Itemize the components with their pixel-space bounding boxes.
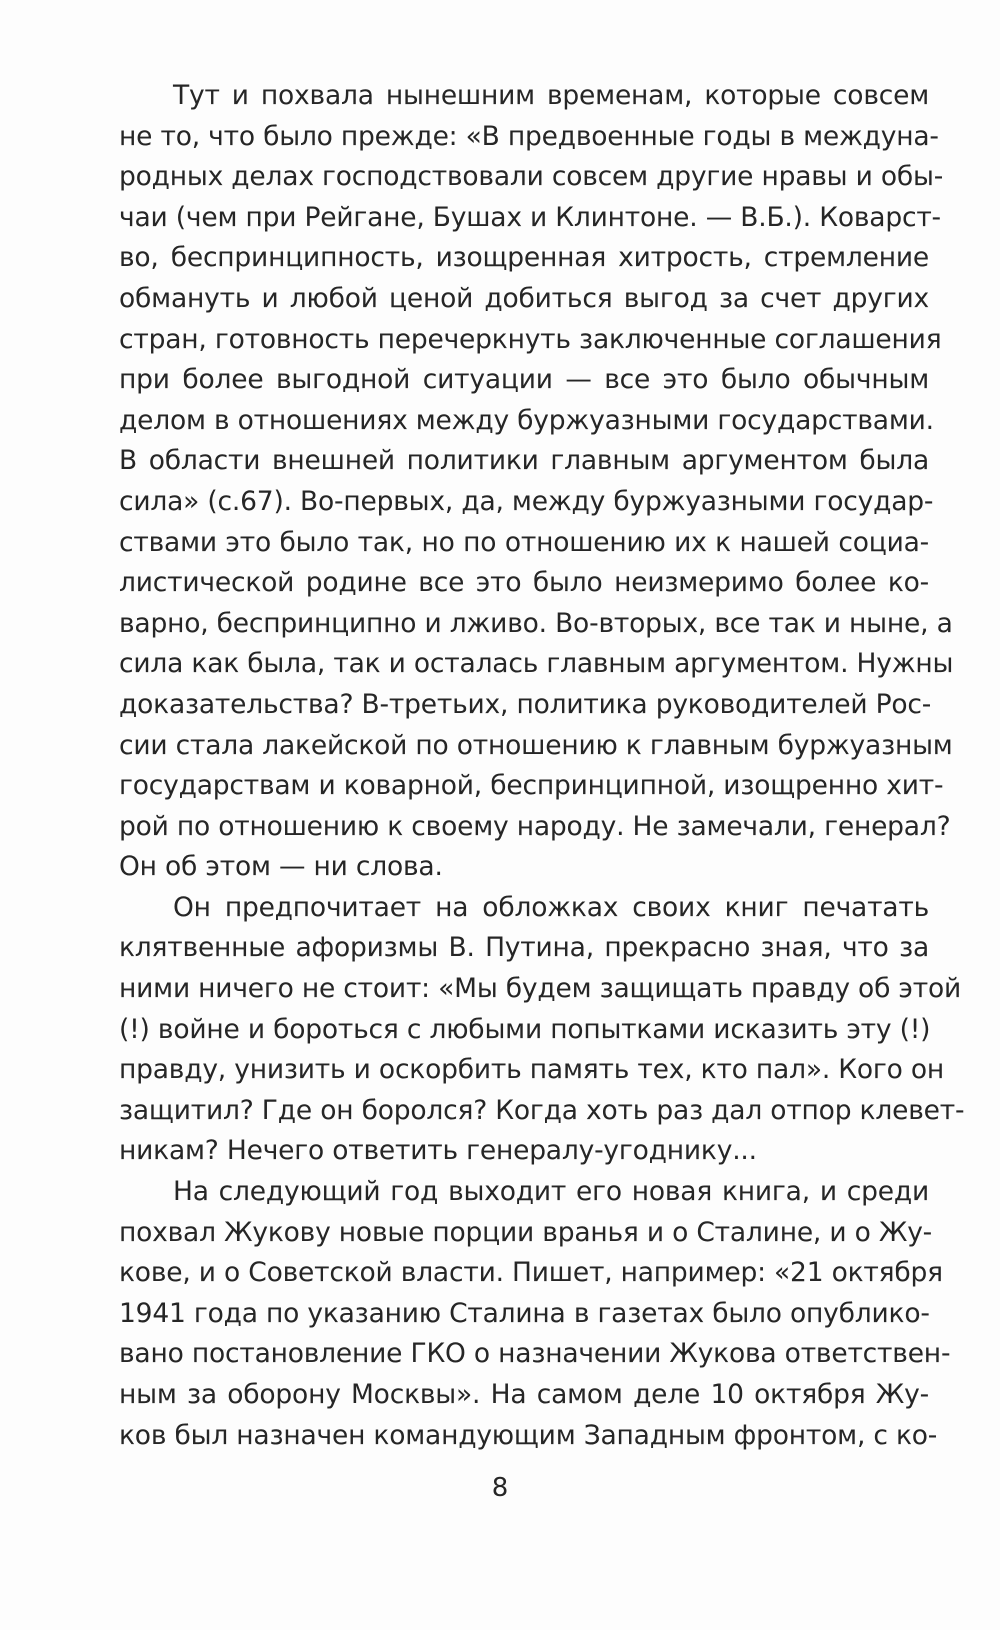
text-line: В области внешней политики главным аргументом была: [119, 445, 929, 477]
text-line: (!) войне и бороться с любыми попытками исказить эту (!): [119, 1013, 931, 1045]
text-line: государствам и коварной, беспринципной, изощренно хит-: [119, 770, 944, 802]
text-line: рой по отношению к своему народу. Не замечали, генерал?: [119, 810, 951, 842]
page-number: 8: [491, 1473, 509, 1503]
text-line: клятвенные афоризмы В. Путина, прекрасно зная, что за: [119, 932, 929, 964]
text-line: стран, готовность перечеркнуть заключенные соглашения: [119, 323, 942, 355]
paragraph-3: [119, 1172, 951, 1456]
text-line: Он предпочитает на обложках своих книг печатать: [173, 891, 929, 923]
text-line: доказательства? В-третьих, политика руководителей Рос-: [119, 688, 932, 720]
text-line: обмануть и любой ценой добиться выгод за счет других: [119, 282, 929, 314]
text-line: не то, что было прежде: «В предвоенные годы в междуна-: [119, 120, 939, 152]
text-line: похвал Жукову новые порции вранья и о Сталине, и о Жу-: [119, 1216, 933, 1248]
text-line: сила как была, так и осталась главным аргументом. Нужны: [119, 648, 954, 680]
body-text: [119, 76, 965, 1456]
text-line: чаи (чем при Рейгане, Бушах и Клинтоне. — В.Б.). Коварст-: [119, 201, 941, 233]
text-line: ними ничего не стоит: «Мы будем защищать правду об этой: [119, 973, 962, 1005]
text-line: при более выгодной ситуации — все это было обычным: [119, 364, 929, 396]
text-line: сии стала лакейской по отношению к главным буржуазным: [119, 729, 953, 761]
text-line: ным за оборону Москвы». На самом деле 10 октября Жу-: [119, 1379, 929, 1410]
text-line: Тут и похвала нынешним временам, которые совсем: [173, 80, 929, 111]
text-line: сила» (с.67). Во-первых, да, между буржуазными государ-: [119, 485, 934, 517]
text-line: во, беспринципность, изощренная хитрость, стремление: [119, 242, 929, 274]
text-line: ков был назначен командующим Западным фронтом, с ко-: [119, 1419, 938, 1451]
paragraph-1: [119, 76, 954, 888]
text-line: ствами это было так, но по отношению их к нашей социа-: [119, 526, 929, 558]
text-line: листической родине все это было неизмеримо более ко-: [119, 567, 929, 599]
text-line: родных делах господствовали совсем другие нравы и обы-: [119, 161, 944, 193]
text-line: На следующий год выходит его новая книга, и среди: [173, 1176, 929, 1208]
paragraph-2: [119, 888, 965, 1172]
text-line: варно, беспринципно и лживо. Во-вторых, все так и ныне, а: [119, 607, 953, 639]
text-line: защитил? Где он боролся? Когда хоть раз дал отпор клевет-: [119, 1094, 965, 1126]
text-line: 1941 года по указанию Сталина в газетах было опублико-: [119, 1297, 930, 1329]
text-line: кове, и о Советской власти. Пишет, например: «21 октября: [119, 1257, 943, 1289]
text-line: Он об этом — ни слова.: [119, 851, 443, 883]
text-line: правду, унизить и оскорбить память тех, кто пал». Кого он: [119, 1054, 945, 1086]
text-line: делом в отношениях между буржуазными государствами.: [119, 404, 934, 436]
text-line: никам? Нечего ответить генералу-угоднику...: [119, 1135, 757, 1167]
text-line: вано постановление ГКО о назначении Жукова ответствен-: [119, 1338, 951, 1370]
